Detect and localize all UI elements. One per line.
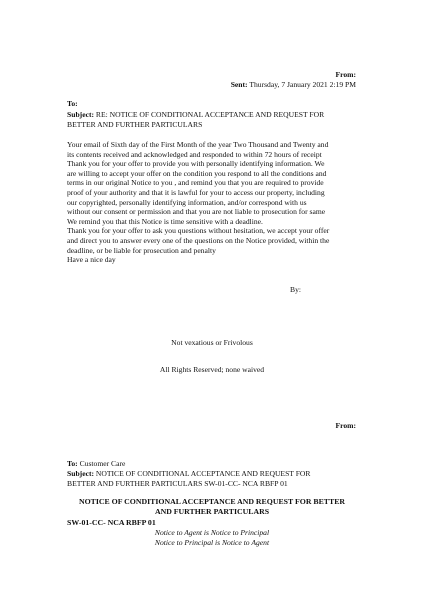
maxim-principal: Notice to Principal is Notice to Agent xyxy=(154,538,270,547)
body-line: its contents received and acknowledged and responded to within 72 hours of receipt xyxy=(67,149,322,159)
to-value-2: Customer Care xyxy=(79,459,126,468)
footer-rights-reserved: All Rights Reserved; none waived xyxy=(159,365,265,374)
footer-not-vexatious: Not vexatious or Frivolous xyxy=(171,338,253,347)
subject-line-2-2: BETTER AND FURTHER PARTICULARS SW-01-CC- NCA RBFP 01 xyxy=(67,479,288,488)
subject-text-2-1: NOTICE OF CONDITIONAL ACCEPTANCE AND REQUEST FOR xyxy=(95,469,311,478)
subject-label-2: Subject: xyxy=(67,469,94,478)
body-line: are willing to accept your offer on the condition you respond to all the conditions and xyxy=(67,168,327,178)
sent-value: Thursday, 7 January 2021 2:19 PM xyxy=(249,80,356,89)
to-label: To: xyxy=(67,99,78,108)
body-line: our copyrighted, personally identifying information, and/or correspond with us xyxy=(67,197,307,207)
sent-label: Sent: xyxy=(230,80,248,89)
body-line: We remind you that this Notice is time sensitive with a deadline. xyxy=(67,216,263,226)
body-line: Have a nice day xyxy=(67,255,116,265)
notice-reference: SW-01-CC- NCA RBFP 01 xyxy=(67,518,156,527)
sent-line xyxy=(231,80,356,90)
subject-label: Subject: xyxy=(67,110,94,119)
to-line-2 xyxy=(67,459,125,469)
from-label: From: xyxy=(335,70,356,79)
email-body xyxy=(67,140,367,265)
from-label-2: From: xyxy=(335,421,356,430)
body-line: Thank you for your offer to provide you with personally identifying information. We xyxy=(67,159,325,169)
body-line: Thank you for your offer to ask you questions without hesitation, we accept your offer xyxy=(67,226,330,236)
maxim-agent: Notice to Agent is Notice to Principal xyxy=(154,528,270,537)
notice-title-1: NOTICE OF CONDITIONAL ACCEPTANCE AND REQUEST FOR BETTER xyxy=(78,497,346,506)
body-line: Your email of Sixth day of the First Month of the year Two Thousand and Twenty and xyxy=(67,140,329,149)
subject-text-1: RE: NOTICE OF CONDITIONAL ACCEPTANCE AND REQUEST FOR xyxy=(95,110,325,119)
by-label: By: xyxy=(290,285,301,294)
to-label-2: To: xyxy=(67,459,78,468)
subject-line-2-1 xyxy=(67,469,310,479)
body-line: and direct you to answer every one of the questions on the Notice provided, within the xyxy=(67,235,330,245)
body-line: deadline, or be liable for prosecution and penalty xyxy=(67,245,216,255)
body-line: terms in our original Notice to you , and remind you that you are required to provide xyxy=(67,178,324,188)
notice-title-2: AND FURTHER PARTICULARS xyxy=(154,507,270,516)
body-line: without our consent or permission and that you are not liable to prosecution for same xyxy=(67,207,326,217)
subject-line-1 xyxy=(67,110,324,120)
subject-line-2: BETTER AND FURTHER PARTICULARS xyxy=(67,120,203,129)
body-line: proof of your authority and that it is lawful for your to access our property, including xyxy=(67,187,325,197)
